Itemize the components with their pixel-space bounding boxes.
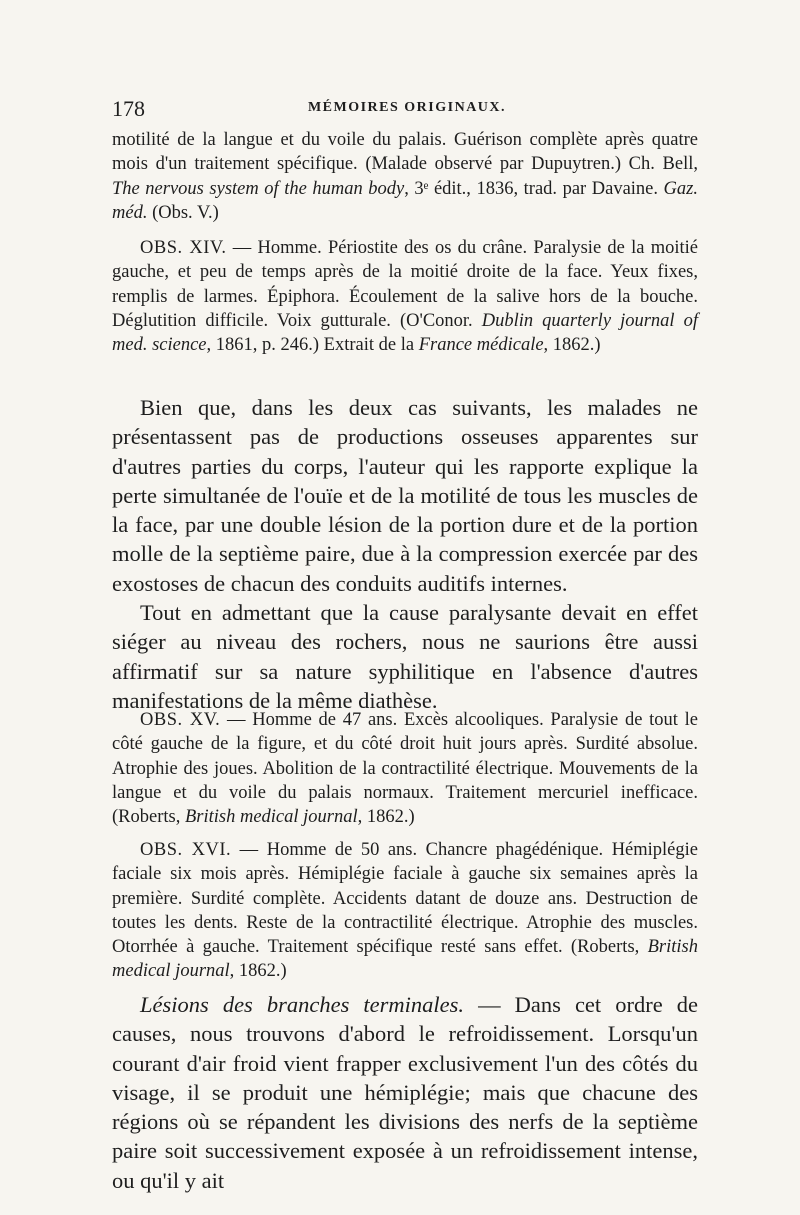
observation-label: OBS. XV. (140, 710, 221, 730)
text-run: , 1862.) (357, 807, 415, 828)
italic-title: The nervous system of the human body (112, 178, 405, 199)
page-header (112, 96, 702, 126)
observation-15 (112, 708, 698, 829)
observation-14 (112, 236, 698, 357)
body-paragraphs (112, 393, 698, 715)
paragraph: Tout en admettant que la cause paralysante devait en effet siéger au niveau des rochers, nous ne saurions être aussi affirmatif sur sa nature syphilitique en l'absence d'autres manifestations de la même diathèse. (112, 600, 698, 713)
text-run: — Homme de 47 ans. Excès alcooliques. Paralysie de tout le côté gauche de la figure, et du côté droit huit jours après. Surdité absolue. Atrophie des joues. Abolition de la contractilité électrique. Mouvements de la langue et du voile du palais normaux. Traitement mercuriel inefficace. (Roberts, (112, 710, 698, 828)
text-run: — Dans cet ordre de causes, nous trouvons d'abord le refroidissement. Lorsqu'un courant d'air froid vient frapper exclusivement l'un des côtés du visage, il se produit une hémiplégie; mais que chacune des régions où se répandent les divisions des nerfs de la septième paire soit successivement exposée à un refroidissement intense, ou qu'il y ait (112, 992, 698, 1193)
page-number: 178 (112, 96, 145, 121)
paragraph: Bien que, dans les deux cas suivants, les malades ne présentassent pas de productions osseuses apparentes sur d'autres parties du corps, l'auteur qui les rapporte explique la perte simultanée de l'ouïe et de la motilité de tous les muscles de la face, par une double lésion de la portion dure et de la portion molle de la septième paire, due à la compression exercée par des exostoses de chacun des conduits auditifs internes. (112, 395, 698, 596)
section-paragraph (112, 990, 698, 1195)
text-run: , 1862.) (229, 961, 287, 982)
italic-title: British medical journal (112, 937, 698, 982)
text-run: , 1861, p. 246.) Extrait de la (206, 335, 419, 356)
text-run: , 3ᵉ édit., 1836, trad. par Davaine. (404, 178, 664, 199)
continuation-paragraph (112, 128, 698, 225)
text-run: — Homme de 50 ans. Chancre phagédénique. Hémiplégie faciale six mois après. Hémiplégie faciale à gauche six semaines après la première. Surdité complète. Accidents datant de douze ans. Destruction de toutes les dents. Reste de la contractilité électrique. Atrophie des muscles. Otorrhée à gauche. Traitement spécifique resté sans effet. (Roberts, (112, 840, 698, 958)
text-run: motilité de la langue et du voile du palais. Guérison complète après quatre mois d'un traitement spécifique. (Malade observé par Dupuytren.) Ch. Bell, (112, 130, 698, 175)
text-run: — Homme. Périostite des os du crâne. Paralysie de la moitié gauche, et peu de temps après de la moitié droite de la face. Yeux fixes, remplis de larmes. Épiphora. Écoulement de la salive hors de la bouche. Déglutition difficile. Voix gutturale. (O'Conor. (112, 238, 698, 331)
observation-label: OBS. XIV. (140, 238, 227, 258)
running-title: MÉMOIRES ORIGINAUX. (307, 100, 507, 115)
text-run: , 1862.) (543, 335, 601, 356)
italic-title: Dublin quarterly journal of med. science (112, 310, 698, 356)
text-run: (Obs. V.) (147, 202, 219, 223)
observation-16 (112, 838, 698, 984)
italic-title: Gaz. méd. (112, 178, 698, 223)
section-heading: Lésions des branches terminales. (140, 992, 465, 1017)
italic-title: British medical journal (184, 807, 358, 828)
italic-title: France médicale (418, 335, 544, 356)
observation-label: OBS. XVI. (140, 840, 232, 860)
